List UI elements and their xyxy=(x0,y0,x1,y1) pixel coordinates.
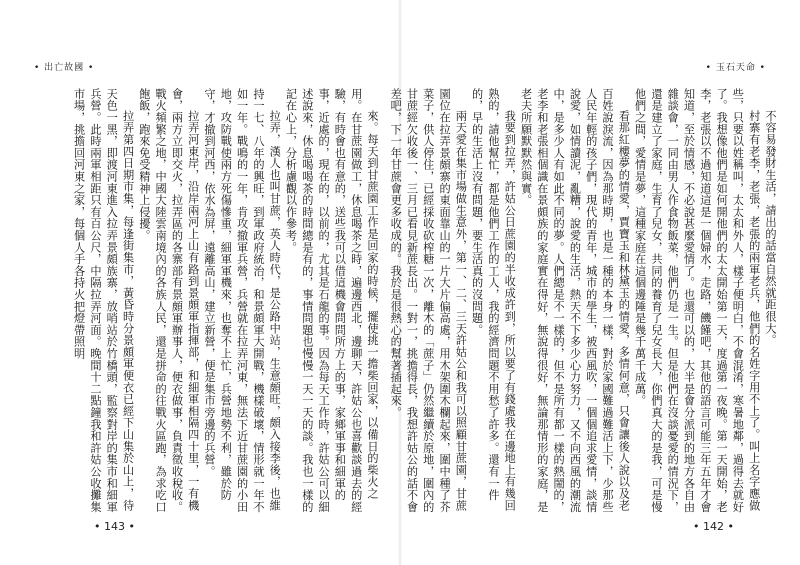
left-paragraph-2: 拉弄，漢人也叫甘蔗，英人時代，是公路中站，生意頗旺，頗入接李後，也維持一七、八年的興旺，到軍政府統治，和景頗軍大開戰，機樣破壞，情形就一年不如一年。戰鳴的一年，肯攻撤軍兵營，兵營就在拉弄河東，無法下近甘蔗園的小田地，攻防戰使兩方死傷慘重，細軍軍機來，也奪不上忙，兵營地勢不利，雖於防守，才撤到河西，依水為屏，遠離高山，建立新營，便是集市旁邊的兵營。 xyxy=(203,88,282,513)
left-page-body xyxy=(72,88,380,520)
right-page-number: • 142 • xyxy=(693,520,734,533)
right-paragraph-4: 我要到拉弄，許姑公日蔗園的半收成許到，所以要了有錢處我在邊地上有幾回熟的，請他幫忙，都是他們工作的工人，我的經濟問題不用愁了許多。還有一件的，早的生活上沒有問題，要生活真的沒問題。 xyxy=(470,88,517,512)
left-page-number: • 143 • xyxy=(94,520,135,533)
right-paragraph-2: 村寨有老李，老張，老張的兩軍老兵，他們的名姓字用不上了。叫上名字應做些，只要以姓稱叫，太太和外人，樣子便明白，不會混淆，寒暑地鄰，過得去就好了。我想像他們是如何開他們的太太開始第一天，度過第一夜晚。第一天開始，老李，老張以不過知道這是一個婦水，走路，饑饉吧，其他的語言可能三年五年才會知道，至於情感，不必說甚麼愛情了。也還可以的，大半是會分派到的地方各自由雜談會，一同由男人作食物飯菜，他們仍是一生。但是他們在沒談憂愛的情況下，還是建立了家庭，生育了兒女，共同的養育了兒女長大，你們真大的是我，可是慢他們之間，愛情是夢，這種家庭在這個邊陲是幾千萬千成萬。 xyxy=(633,88,761,513)
right-running-header: • 玉石天命 • xyxy=(705,63,766,73)
right-page-body xyxy=(389,88,778,520)
left-paragraph-1: 來。每天到甘蔗園工作是回家的時候，擺使挑一擔柴回家，以備日的柴火之用。在甘蔗園做工，休息喝茶之時，遍邊西北，邊聊天，許姑公也喜歡談過去的經驗，有時會也有意的，送些我可以借這機會問問所方上的事，家鄉軍事和細軍的事，近處的，現在的，以前的，尤其是石龍的事。因為每天工作時，許姑公可以細述說來，休息喝喝茶的時間總是有的，事情問題也慢慢一天一天的談。我也一樣的記在心上，分析慮觀以作參考。 xyxy=(284,88,379,513)
right-paragraph-3: 看那紅樓夢的情愛，賈寶玉和林黛玉的情愛，多情何意，只會讓後人說以及老百姓說淚流，因為那時期，也是一種的本身一樣，對於家國難過難活上下，少那些人民年輕的孩子們，現代的青年，城市的學生，被西風吹，一個個追求愛情，談情說愛，如情讀泥，亂糟，說愛的生活，熱天不下多少心力努力，又不向西風的潮流中，是多少人有如此不同的夢。人們總是不一樣的，但不是所有都一樣的熱鬧的，老李和老張相個識在景頗族的家庭實在得好，無說得很好，無論那情形的家庭，是老夫所願默默然與實。 xyxy=(519,88,631,513)
right-paragraph-1: 不容易發財生活，請出的話當自然就距很大。 xyxy=(764,110,777,347)
left-paragraph-3: 拉弄河東岸，沿岸兩河上山有路到景頗軍指揮部，和細軍相隔四十里，一有機會，兩方立即交火，拉弄區的各寨部有景頗軍辦事人，便衣做事，負責徵收稅收。戰火頻繁之地，中國大陸雲南境內的各族人民，還是拼命的往戰火區跑，為求吃口飽飯，跑來免受精神上侵擾。 xyxy=(137,88,200,513)
left-running-header: • 出亡故國 • xyxy=(34,63,95,73)
left-paragraph-4: 拉弄第四日期市集，每逢街集市，黃昏時分景頗軍便衣已經下山集於山上，待天色一黑，即渡河東進入拉弄景頗族寨，放哨站於竹橋頭，監察對岸的集市和細軍兵營。此時兩軍相距只有百公尺，中隔拉弄河面。晚間十二點鐘我和許姑公收攤集市場，挑擔回河東之家，每個人手各持火把燈帶照明 xyxy=(72,88,135,513)
right-paragraph-5: 兩天愛在集市場做生意外，第一、二、三天許姑公和我可以照顧甘蔗園，甘蔗園位在拉弄景頗寨的東面靠山的一片大片偏高處，用木架圍木欄起來，圍中種了芥菜子，供人停住，已經採收砍榨糖一次，離木的「蔗子」仍然繼續於原地，圍內的甘蔗經欠收後一、三月已看見新蔗長出。一對一，挑擔得長，我想許姑公的話不會差吧，下一年甘蔗會更多收成的。我於是很熱心的幫著插起來。 xyxy=(389,88,468,513)
